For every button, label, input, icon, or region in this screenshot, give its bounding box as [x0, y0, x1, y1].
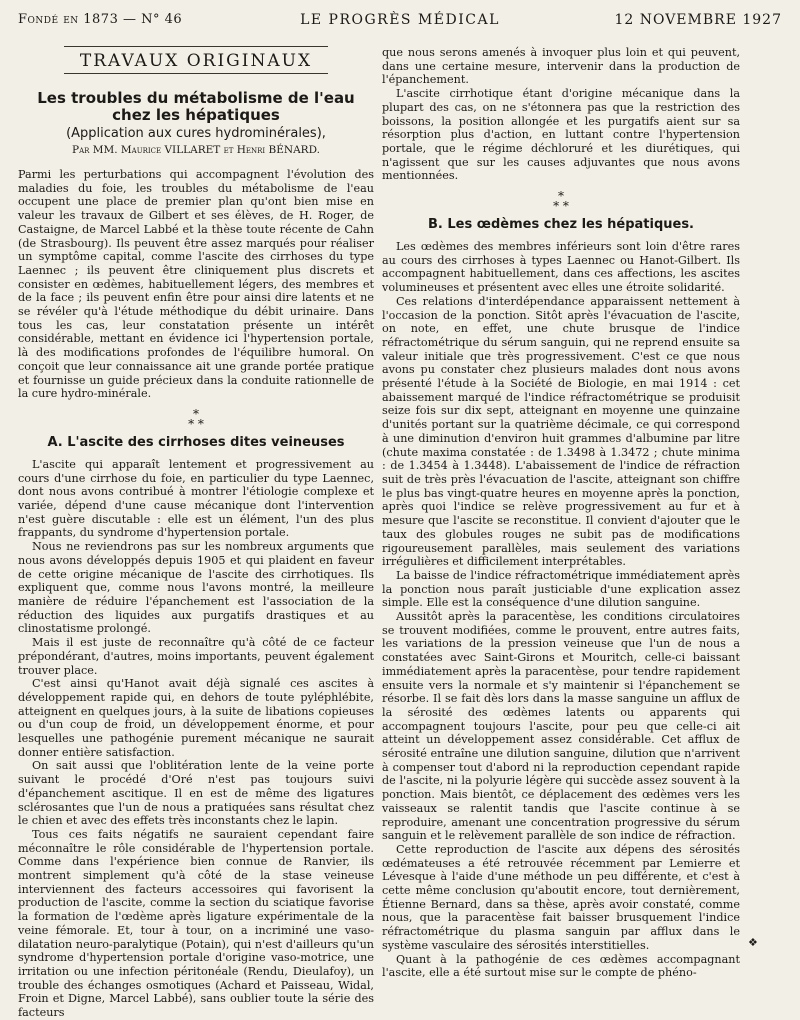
running-head [18, 12, 782, 36]
section-b-paragraph: Ces relations d'interdépendance apparaissent nettement à l'occasion de la ponction. Sitôt après l'évacuation de l'ascite, on note, en effet, une chute brusque de l'indice réfractométrique du sérum sanguin, qui ne reprend ensuite sa valeur initiale que très progressivement. C'est ce que nous avons pu constater chez plusieurs malades dont nous avons présenté l'étude à la Société de Biologie, en mai 1914 : cet abaissement marqué de l'indice réfractométrique se produisit seize fois sur dix sept, atteignant en moyenne une quinzaine d'unités portant sur la quatrième décimale, ce qui correspond à une diminution d'environ huit grammes d'albumine par litre (chute maxima constatée : de 1.3498 à 1.3472 ; chute minima : de 1.3454 à 1.3448). L'abaissement de l'indice de réfraction suit de très près l'évacuation de l'ascite, atteignant son chiffre le plus bas vingt-quatre heures en moyenne après la ponction, après quoi l'indice se relève progressivement au fur et à mesure que l'ascite se reconstitue. Il convient d'ajouter que le taux des globules rouges ne subit pas de modifications rigoureusement parallèles, mais seulement des variations irrégulières et difficilement interprétables. [382, 294, 740, 569]
section-b-paragraph: Quant à la pathogénie de ces œdèmes accompagnant l'ascite, elle a été surtout mise sur le compte de phéno- [382, 952, 740, 980]
section-b-paragraph: Aussitôt après la paracentèse, les conditions circulatoires se trouvent modifiées, comme le prouvent, entre autres faits, les variations de la pression veineuse que l'un de nous a constatées avec Saint-Girons et Mouritch, celle-ci baissant immédiatement après la paracentèse, pour tendre rapidement ensuite vers la normale et s'y maintenir si l'épanchement se résorbe. Il se fait dès lors dans la masse sanguine un afflux de la sérosité des œdèmes latents ou apparents qui accompagnent toujours l'ascite, pour peu que celle-ci ait atteint un développement assez considérable. Cet afflux de sérosité entraîne une dilution sanguine, dilution que n'arrivent à compenser tout d'abord ni la reproduction cependant rapide de l'ascite, ni la polyurie légère qui succède assez souvent à la ponction. Mais bientôt, ce déplacement des œdèmes vers les vaisseaux se ralentit tandis que l'ascite continue à se reproduire, amenant une concentration progressive du sérum sanguin et le relèvement parallèle de son indice de réfraction. [382, 610, 740, 843]
ascite-paragraph: L'ascite cirrhotique étant d'origine mécanique dans la plupart des cas, on ne s'étonnera pas que la restriction des boissons, la position allongée et les purgatifs aient sur sa résorption plus d'action, en luttant contre l'hypertension portale, que le régime déchloruré et les diurétiques, qui n'agissent que sur les causes adjuvantes que nous avons mentionnées. [382, 87, 740, 183]
article-title-line-1: Les troubles du métabolisme de l'eau [37, 89, 355, 107]
article-subtitle: (Application aux cures hydrominérales), [66, 126, 326, 141]
section-b-paragraph: La baisse de l'indice réfractométrique immédiatement après la ponction nous paraît justiciable d'une explication assez simple. Elle est la conséquence d'une dilution sanguine. [382, 568, 740, 610]
article-authors: Par MM. Maurice VILLARET et Henri BÉNARD. [72, 144, 320, 156]
section-a-paragraph: Nous ne reviendrons pas sur les nombreux arguments que nous avons développés depuis 1905 et qui plaident en faveur de cette origine mécanique de l'ascite des cirrhotiques. Ils expliquent que, comme nous l'avons montré, la meilleure manière de réduire l'épanchement est l'association de la réduction des liquides aux purgatifs drastiques et au clinostatisme prolongé. [18, 540, 374, 636]
section-b-paragraph: Les œdèmes des membres inférieurs sont loin d'être rares au cours des cirrhoses à types Laennec ou Hanot-Gilbert. Ils accompagnent habituellement, dans ces affections, les ascites volumineuses et présentent avec elles une étroite solidarité. [382, 240, 740, 295]
section-a-paragraph: C'est ainsi qu'Hanot avait déjà signalé ces ascites à développement rapide qui, en dehors de toute pyléphlébite, atteignent en quelques jours, à la suite de libations copieuses ou d'un coup de froid, un développement énorme, et pour lesquelles une pathogénie purement mécanique ne saurait donner entière satisfaction. [18, 677, 374, 759]
asterism: * * * [553, 189, 569, 214]
section-a-paragraph: Tous ces faits négatifs ne sauraient cependant faire méconnaître le rôle considérable de l'hypertension portale. Comme dans l'expérience bien connue de Ranvier, ils montrent simplement qu'à côté de la stase veineuse interviennent des facteurs accessoires qui favorisent la production de l'ascite, comme la section du sciatique favorise la formation de l'œdème après ligature expérimentale de la veine fémorale. Et, tour à tour, on a incriminé une vaso-dilatation neuro-paralytique (Potain), qui n'est d'ailleurs qu'un syndrome d'hypertension portale d'origine vaso-motrice, une irritation ou une infection péritonéale (Rendu, Dieulafoy), un trouble des échanges osmotiques (Achard et Paisseau, Widal, Froin et Digne, Marcel Labbé), sans oublier toute la série des facteurs [18, 827, 374, 1020]
section-a-paragraph: L'ascite qui apparaît lentement et progressivement au cours d'une cirrhose du foie, en particulier du type Laennec, dont nous avons contribué à montrer l'étiologie complexe et variée, dépend d'une cause mécanique dont l'intervention n'est guère discutable : elle est un élément, l'un des plus frappants, du syndrome d'hypertension portale. [18, 457, 374, 540]
ornament-icon: ❖ [748, 936, 758, 949]
right-column [382, 46, 740, 980]
article-title [18, 90, 374, 124]
section-b-paragraph: Cette reproduction de l'ascite aux dépens des sérosités œdémateuses a été retrouvée récemment par Lemierre et Lévesque à l'aide d'une méthode un peu différente, et c'est à cette même conclusion qu'aboutit encore, tout dernièrement, Étienne Bernard, dans sa thèse, après avoir constaté, comme nous, que la paracentèse fait baisser brusquement l'indice réfractométrique du plasma sanguin par afflux dans le système vasculaire des sérosités interstitielles. [382, 842, 740, 952]
section-a-paragraph: Mais il est juste de reconnaître qu'à côté de ce facteur prépondérant, d'autres, moins importants, peuvent également trouver place. [18, 636, 374, 677]
spacer [18, 156, 374, 168]
left-column [18, 46, 374, 1020]
continuation-paragraph: que nous serons amenés à invoquer plus loin et qui peuvent, dans une certaine mesure, intervenir dans la production de l'épanchement. [382, 46, 740, 87]
section-a-heading: A. L'ascite des cirrhoses dites veineuses [47, 434, 345, 450]
article-title-line-2: chez les hépatiques [112, 106, 280, 124]
section-b-heading: B. Les œdèmes chez les hépatiques. [428, 217, 694, 233]
running-head-left: Fondé en 1873 — N° 46 [18, 12, 183, 27]
journal-name: LE PROGRÈS MÉDICAL [300, 12, 500, 28]
issue-date: 12 NOVEMBRE 1927 [614, 12, 782, 28]
intro-paragraph: Parmi les perturbations qui accompagnent l'évolution des maladies du foie, les troubles du métabolisme de l'eau occupent une place de premier plan qu'ont bien mise en valeur les travaux de Gilbert et ses élèves, de H. Roger, de Castaigne, de Marcel Labbé et la thèse toute récente de Cahn (de Strasbourg). Ils peuvent être assez marqués pour réaliser un symptôme capital, comme l'ascite des cirrhoses du type Laennec ; ils peuvent être cliniquement plus discrets et consister en œdèmes, habituellement légers, des membres et de la face ; ils peuvent enfin être pour ainsi dire latents et ne se révéler qu'à l'étude méthodique du débit urinaire. Dans tous les cas, leur constatation présente un intérêt considérable, mettant en évidence ici l'hypertension portale, là des modifications profondes de l'équilibre humoral. On conçoit que leur connaissance ait une grande portée pratique et fournisse un guide précieux dans la conduite rationnelle de la cure hydro-minérale. [18, 168, 374, 401]
asterism: * * * [188, 406, 204, 431]
section-a-paragraph: On sait aussi que l'oblitération lente de la veine porte suivant le procédé d'Oré n'est pas toujours suivi d'épanchement ascitique. Il en est de même des ligatures sclérosantes que l'un de nous a pratiquées sans résultat chez le chien et avec des effets très inconstants chez le lapin. [18, 759, 374, 828]
section-title: TRAVAUX ORIGINAUX [64, 46, 328, 74]
